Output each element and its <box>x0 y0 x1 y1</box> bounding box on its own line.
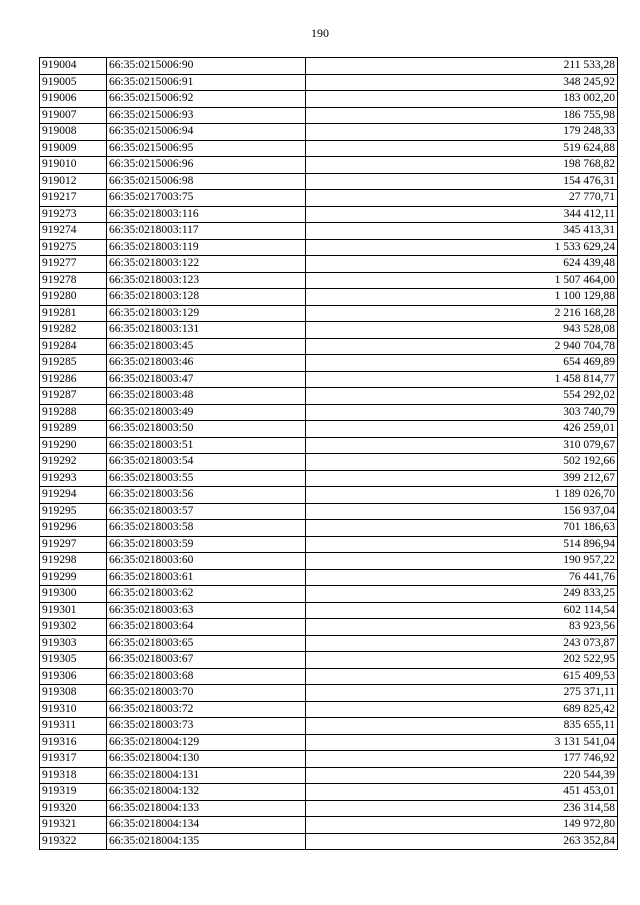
cadastral-number-cell: 66:35:0215006:90 <box>107 58 306 75</box>
value-cell: 156 937,04 <box>306 503 618 520</box>
table-row <box>40 157 618 174</box>
table-row <box>40 437 618 454</box>
row-id-cell: 919316 <box>40 734 107 751</box>
value-cell: 198 768,82 <box>306 157 618 174</box>
table-row <box>40 305 618 322</box>
cadastral-number-cell: 66:35:0218003:65 <box>107 635 306 652</box>
cadastral-number-cell: 66:35:0218004:132 <box>107 784 306 801</box>
table-row <box>40 190 618 207</box>
cadastral-number-cell: 66:35:0218003:72 <box>107 701 306 718</box>
value-cell: 701 186,63 <box>306 520 618 537</box>
table-row <box>40 569 618 586</box>
row-id-cell: 919006 <box>40 91 107 108</box>
value-cell: 243 073,87 <box>306 635 618 652</box>
table-row <box>40 74 618 91</box>
cadastral-number-cell: 66:35:0217003:75 <box>107 190 306 207</box>
value-cell: 689 825,42 <box>306 701 618 718</box>
value-cell: 514 896,94 <box>306 536 618 553</box>
row-id-cell: 919012 <box>40 173 107 190</box>
cadastral-number-cell: 66:35:0218003:73 <box>107 718 306 735</box>
table-row <box>40 91 618 108</box>
cadastral-number-cell: 66:35:0218003:63 <box>107 602 306 619</box>
row-id-cell: 919305 <box>40 652 107 669</box>
table-row <box>40 586 618 603</box>
table-row <box>40 58 618 75</box>
value-cell: 345 413,31 <box>306 223 618 240</box>
row-id-cell: 919301 <box>40 602 107 619</box>
cadastral-number-cell: 66:35:0215006:92 <box>107 91 306 108</box>
table-row <box>40 602 618 619</box>
value-cell: 835 655,11 <box>306 718 618 735</box>
table-row <box>40 751 618 768</box>
table-row <box>40 701 618 718</box>
value-cell: 275 371,11 <box>306 685 618 702</box>
row-id-cell: 919282 <box>40 322 107 339</box>
cadastral-number-cell: 66:35:0218004:130 <box>107 751 306 768</box>
row-id-cell: 919303 <box>40 635 107 652</box>
value-cell: 310 079,67 <box>306 437 618 454</box>
row-id-cell: 919300 <box>40 586 107 603</box>
cadastral-number-cell: 66:35:0218003:56 <box>107 487 306 504</box>
cadastral-number-cell: 66:35:0218003:59 <box>107 536 306 553</box>
cadastral-number-cell: 66:35:0218003:119 <box>107 239 306 256</box>
cadastral-number-cell: 66:35:0218003:60 <box>107 553 306 570</box>
row-id-cell: 919277 <box>40 256 107 273</box>
value-cell: 654 469,89 <box>306 355 618 372</box>
row-id-cell: 919010 <box>40 157 107 174</box>
row-id-cell: 919302 <box>40 619 107 636</box>
value-cell: 554 292,02 <box>306 388 618 405</box>
row-id-cell: 919310 <box>40 701 107 718</box>
table-row <box>40 487 618 504</box>
table-row <box>40 619 618 636</box>
value-cell: 149 972,80 <box>306 817 618 834</box>
value-cell: 2 940 704,78 <box>306 338 618 355</box>
row-id-cell: 919293 <box>40 470 107 487</box>
value-cell: 202 522,95 <box>306 652 618 669</box>
table-row <box>40 355 618 372</box>
table-row <box>40 256 618 273</box>
row-id-cell: 919294 <box>40 487 107 504</box>
value-cell: 602 114,54 <box>306 602 618 619</box>
cadastral-number-cell: 66:35:0218004:131 <box>107 767 306 784</box>
cadastral-number-cell: 66:35:0218003:122 <box>107 256 306 273</box>
cadastral-number-cell: 66:35:0218003:50 <box>107 421 306 438</box>
cadastral-number-cell: 66:35:0215006:98 <box>107 173 306 190</box>
row-id-cell: 919007 <box>40 107 107 124</box>
table-row <box>40 173 618 190</box>
cadastral-number-cell: 66:35:0218003:128 <box>107 289 306 306</box>
cadastral-number-cell: 66:35:0218003:54 <box>107 454 306 471</box>
row-id-cell: 919217 <box>40 190 107 207</box>
value-cell: 186 755,98 <box>306 107 618 124</box>
value-cell: 177 746,92 <box>306 751 618 768</box>
row-id-cell: 919298 <box>40 553 107 570</box>
cadastral-number-cell: 66:35:0218003:58 <box>107 520 306 537</box>
cadastral-number-cell: 66:35:0215006:95 <box>107 140 306 157</box>
row-id-cell: 919321 <box>40 817 107 834</box>
value-cell: 211 533,28 <box>306 58 618 75</box>
row-id-cell: 919317 <box>40 751 107 768</box>
row-id-cell: 919308 <box>40 685 107 702</box>
table-row <box>40 289 618 306</box>
row-id-cell: 919319 <box>40 784 107 801</box>
cadastral-number-cell: 66:35:0218003:55 <box>107 470 306 487</box>
table-row <box>40 124 618 141</box>
row-id-cell: 919318 <box>40 767 107 784</box>
row-id-cell: 919290 <box>40 437 107 454</box>
table-row <box>40 635 618 652</box>
value-cell: 83 923,56 <box>306 619 618 636</box>
table-row <box>40 833 618 850</box>
table-row <box>40 800 618 817</box>
cadastral-number-cell: 66:35:0215006:94 <box>107 124 306 141</box>
page-number: 190 <box>311 26 329 40</box>
cadastral-number-cell: 66:35:0218003:62 <box>107 586 306 603</box>
cadastral-number-cell: 66:35:0218003:47 <box>107 371 306 388</box>
value-cell: 154 476,31 <box>306 173 618 190</box>
cadastral-number-cell: 66:35:0218003:61 <box>107 569 306 586</box>
table-row <box>40 536 618 553</box>
value-cell: 624 439,48 <box>306 256 618 273</box>
cadastral-number-cell: 66:35:0218003:51 <box>107 437 306 454</box>
cadastral-number-cell: 66:35:0215006:96 <box>107 157 306 174</box>
row-id-cell: 919273 <box>40 206 107 223</box>
value-cell: 179 248,33 <box>306 124 618 141</box>
cadastral-number-cell: 66:35:0218003:57 <box>107 503 306 520</box>
table-row <box>40 553 618 570</box>
table-row <box>40 454 618 471</box>
table-row <box>40 718 618 735</box>
table-row <box>40 322 618 339</box>
value-cell: 263 352,84 <box>306 833 618 850</box>
row-id-cell: 919320 <box>40 800 107 817</box>
row-id-cell: 919322 <box>40 833 107 850</box>
row-id-cell: 919280 <box>40 289 107 306</box>
cadastral-number-cell: 66:35:0218003:116 <box>107 206 306 223</box>
cadastral-number-cell: 66:35:0218003:68 <box>107 668 306 685</box>
row-id-cell: 919296 <box>40 520 107 537</box>
value-cell: 943 528,08 <box>306 322 618 339</box>
table-row <box>40 767 618 784</box>
cadastral-number-cell: 66:35:0218003:48 <box>107 388 306 405</box>
value-cell: 303 740,79 <box>306 404 618 421</box>
table-row <box>40 239 618 256</box>
value-cell: 2 216 168,28 <box>306 305 618 322</box>
table-row <box>40 223 618 240</box>
table-body <box>40 58 618 850</box>
table-row <box>40 503 618 520</box>
table-row <box>40 404 618 421</box>
value-cell: 426 259,01 <box>306 421 618 438</box>
cadastral-number-cell: 66:35:0218003:49 <box>107 404 306 421</box>
value-cell: 249 833,25 <box>306 586 618 603</box>
value-cell: 1 458 814,77 <box>306 371 618 388</box>
table-row <box>40 685 618 702</box>
row-id-cell: 919299 <box>40 569 107 586</box>
value-cell: 27 770,71 <box>306 190 618 207</box>
value-cell: 220 544,39 <box>306 767 618 784</box>
row-id-cell: 919306 <box>40 668 107 685</box>
value-cell: 236 314,58 <box>306 800 618 817</box>
row-id-cell: 919008 <box>40 124 107 141</box>
row-id-cell: 919009 <box>40 140 107 157</box>
row-id-cell: 919287 <box>40 388 107 405</box>
table-row <box>40 470 618 487</box>
value-cell: 348 245,92 <box>306 74 618 91</box>
row-id-cell: 919297 <box>40 536 107 553</box>
value-cell: 1 100 129,88 <box>306 289 618 306</box>
table-row <box>40 668 618 685</box>
cadastral-number-cell: 66:35:0218003:70 <box>107 685 306 702</box>
data-table <box>39 57 618 850</box>
cadastral-number-cell: 66:35:0218004:134 <box>107 817 306 834</box>
cadastral-number-cell: 66:35:0218003:131 <box>107 322 306 339</box>
table-row <box>40 734 618 751</box>
table-row <box>40 107 618 124</box>
value-cell: 3 131 541,04 <box>306 734 618 751</box>
value-cell: 1 189 026,70 <box>306 487 618 504</box>
cadastral-number-cell: 66:35:0218004:135 <box>107 833 306 850</box>
table-row <box>40 140 618 157</box>
table-row <box>40 817 618 834</box>
table-row <box>40 272 618 289</box>
cadastral-number-cell: 66:35:0218003:129 <box>107 305 306 322</box>
row-id-cell: 919004 <box>40 58 107 75</box>
value-cell: 519 624,88 <box>306 140 618 157</box>
table-row <box>40 421 618 438</box>
cadastral-number-cell: 66:35:0218003:67 <box>107 652 306 669</box>
value-cell: 344 412,11 <box>306 206 618 223</box>
table-row <box>40 520 618 537</box>
value-cell: 1 507 464,00 <box>306 272 618 289</box>
row-id-cell: 919275 <box>40 239 107 256</box>
cadastral-number-cell: 66:35:0218004:129 <box>107 734 306 751</box>
value-cell: 399 212,67 <box>306 470 618 487</box>
table-row <box>40 784 618 801</box>
table-row <box>40 652 618 669</box>
row-id-cell: 919286 <box>40 371 107 388</box>
table-row <box>40 338 618 355</box>
value-cell: 190 957,22 <box>306 553 618 570</box>
row-id-cell: 919285 <box>40 355 107 372</box>
table-row <box>40 388 618 405</box>
row-id-cell: 919288 <box>40 404 107 421</box>
row-id-cell: 919278 <box>40 272 107 289</box>
cadastral-number-cell: 66:35:0215006:91 <box>107 74 306 91</box>
row-id-cell: 919281 <box>40 305 107 322</box>
cadastral-number-cell: 66:35:0218003:64 <box>107 619 306 636</box>
cadastral-number-cell: 66:35:0215006:93 <box>107 107 306 124</box>
row-id-cell: 919289 <box>40 421 107 438</box>
table-row <box>40 206 618 223</box>
cadastral-number-cell: 66:35:0218003:46 <box>107 355 306 372</box>
cadastral-number-cell: 66:35:0218003:45 <box>107 338 306 355</box>
row-id-cell: 919292 <box>40 454 107 471</box>
row-id-cell: 919005 <box>40 74 107 91</box>
row-id-cell: 919274 <box>40 223 107 240</box>
row-id-cell: 919284 <box>40 338 107 355</box>
row-id-cell: 919311 <box>40 718 107 735</box>
value-cell: 615 409,53 <box>306 668 618 685</box>
value-cell: 1 533 629,24 <box>306 239 618 256</box>
cadastral-number-cell: 66:35:0218003:117 <box>107 223 306 240</box>
value-cell: 183 002,20 <box>306 91 618 108</box>
value-cell: 502 192,66 <box>306 454 618 471</box>
cadastral-number-cell: 66:35:0218003:123 <box>107 272 306 289</box>
value-cell: 76 441,76 <box>306 569 618 586</box>
value-cell: 451 453,01 <box>306 784 618 801</box>
row-id-cell: 919295 <box>40 503 107 520</box>
cadastral-number-cell: 66:35:0218004:133 <box>107 800 306 817</box>
table-row <box>40 371 618 388</box>
